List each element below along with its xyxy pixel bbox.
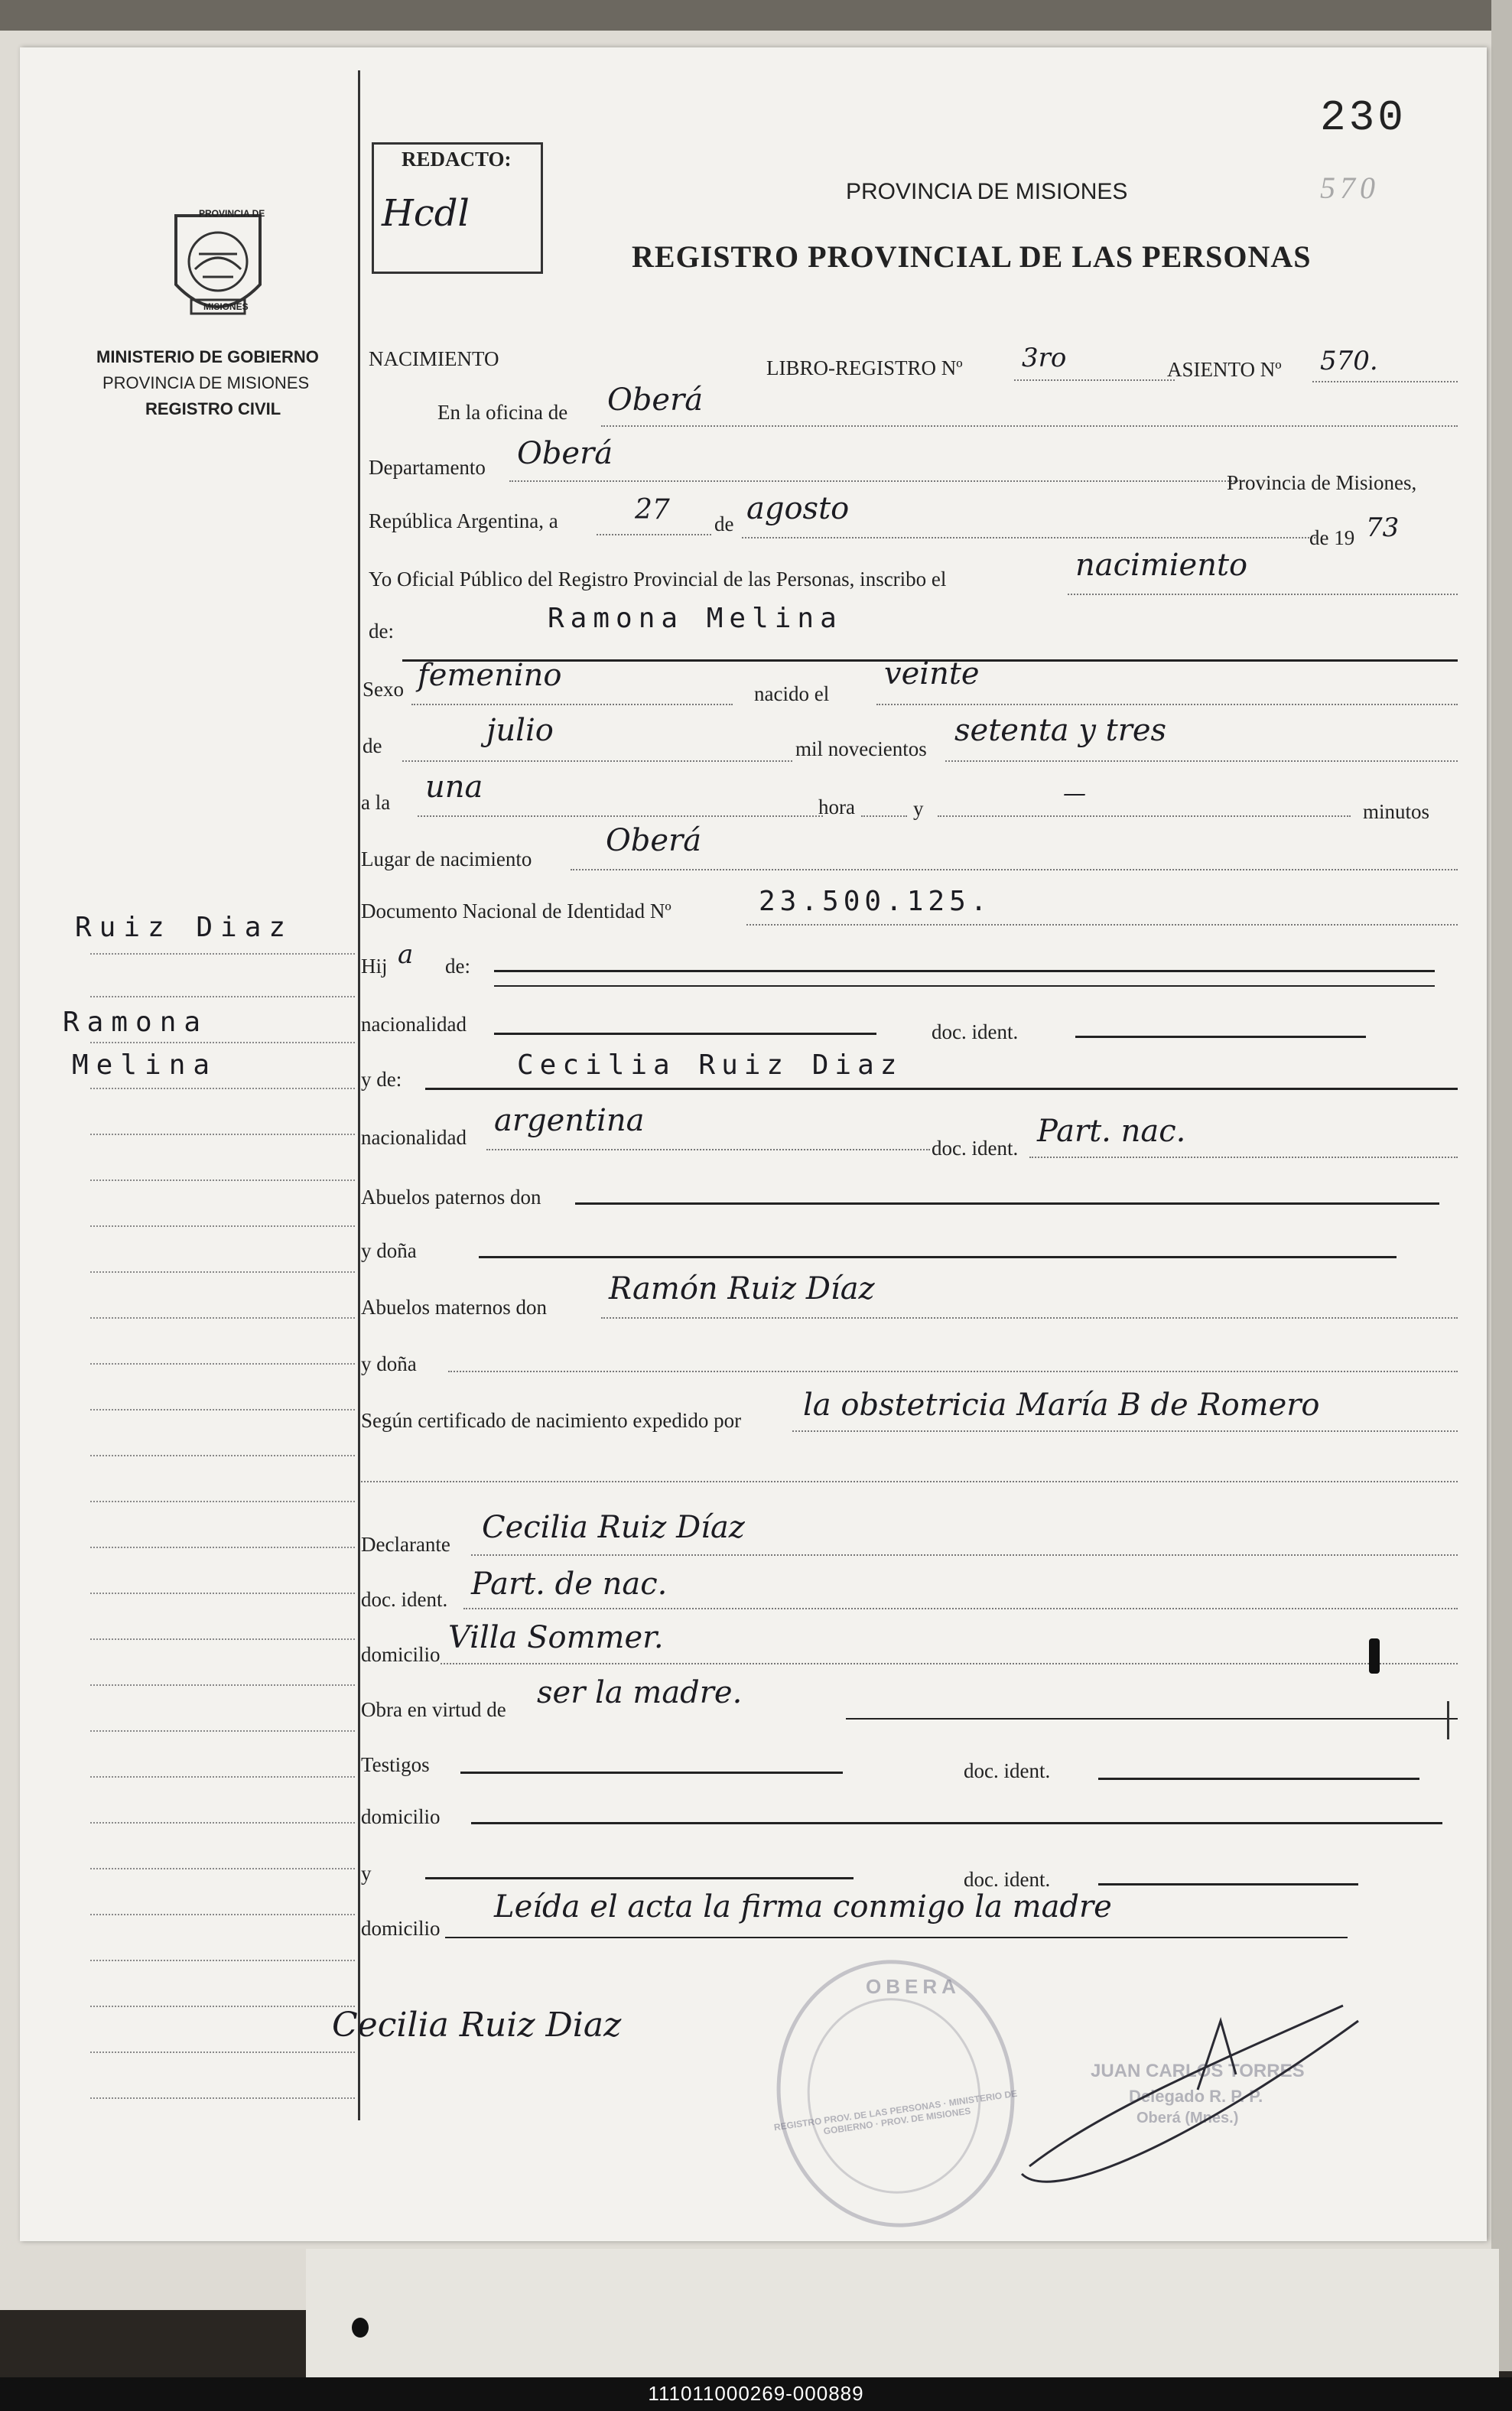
dni-label: Documento Nacional de Identidad Nº xyxy=(361,900,671,922)
departamento-value: Oberá xyxy=(517,436,613,471)
abuelos-maternos-label: Abuelos maternos don xyxy=(361,1296,547,1319)
pencil-number: 570 xyxy=(1320,171,1380,205)
day-value: 27 xyxy=(635,494,670,525)
margin-rule-line xyxy=(90,2006,355,2007)
official-name: JUAN CARLOS TORRES xyxy=(1091,2061,1305,2081)
margin-rule-line xyxy=(90,1684,355,1686)
republica-label: República Argentina, a xyxy=(369,509,558,532)
ministry-line-3: REGISTRO CIVIL xyxy=(145,399,281,418)
domicilio-1-line xyxy=(441,1663,1458,1664)
day-line xyxy=(597,534,711,535)
doc-ident-5-line xyxy=(1098,1883,1358,1886)
hij-label: Hij xyxy=(361,955,388,978)
margin-given-2: Melina xyxy=(72,1049,218,1081)
declarante-label: Declarante xyxy=(361,1533,450,1556)
official-signature-icon xyxy=(1006,1975,1389,2204)
margin-rule-line xyxy=(90,1179,355,1181)
oficina-value: Oberá xyxy=(607,382,704,418)
book-edge xyxy=(1491,0,1512,2371)
libro-label: LIBRO-REGISTRO Nº xyxy=(766,356,963,379)
margin-rule-line xyxy=(90,1914,355,1915)
segun-line-2 xyxy=(361,1481,1458,1482)
madre-line xyxy=(425,1088,1458,1090)
margin-rule xyxy=(358,70,360,2120)
margin-rule-line xyxy=(90,1042,355,1043)
y-dona-2-line xyxy=(448,1371,1458,1372)
abuelos-maternos-line xyxy=(601,1317,1458,1319)
doc-ident-1-line xyxy=(1075,1036,1366,1038)
official-title: Delegado R. P. P. xyxy=(1129,2087,1263,2106)
asiento-label: ASIENTO Nº xyxy=(1167,358,1282,381)
minutos-label: minutos xyxy=(1363,800,1430,823)
margin-rule-line xyxy=(90,1088,355,1089)
next-page-edge xyxy=(306,2249,1499,2379)
margin-rule-line xyxy=(90,1547,355,1548)
nacimiento-label: NACIMIENTO xyxy=(369,347,499,370)
a-la-label: a la xyxy=(361,791,391,814)
nacido-value: veinte xyxy=(884,656,980,691)
de-label: de xyxy=(714,512,734,535)
month-line xyxy=(742,537,1315,538)
sexo-label: Sexo xyxy=(363,678,404,701)
margin-rule-line xyxy=(90,1409,355,1410)
doc-ident-2-label: doc. ident. xyxy=(932,1137,1019,1160)
doc-ident-3-label: doc. ident. xyxy=(361,1588,448,1611)
page-number: 230 xyxy=(1320,93,1406,142)
lugar-line xyxy=(571,869,1458,870)
nacionalidad-2-label: nacionalidad xyxy=(361,1126,467,1149)
doc-ident-3-line xyxy=(463,1608,1458,1609)
libro-value: 3ro xyxy=(1022,343,1067,373)
crest-caption-top: PROVINCIA DE xyxy=(199,208,265,219)
abuelos-maternos-value: Ramón Ruiz Díaz xyxy=(609,1271,875,1306)
margin-rule-line xyxy=(90,1501,355,1502)
nacionalidad-2-line xyxy=(486,1149,930,1150)
seal-top-text: OBERA xyxy=(866,1975,961,1998)
nacionalidad-1-label: nacionalidad xyxy=(361,1013,467,1036)
y-2-label: y xyxy=(361,1862,372,1885)
margin-surname: Ruiz Diaz xyxy=(75,912,294,943)
y-2-line xyxy=(425,1877,854,1879)
mil-label: mil novecientos xyxy=(795,737,927,760)
nacido-line xyxy=(876,704,1458,705)
anio-nac-line xyxy=(945,760,1458,762)
redacto-initials: Hcdl xyxy=(382,192,470,235)
domicilio-1-value: Villa Sommer. xyxy=(448,1620,664,1655)
margin-rule-line xyxy=(90,1822,355,1824)
sexo-line xyxy=(411,704,733,705)
mother-signature: Cecilia Ruiz Diaz xyxy=(332,2006,622,2045)
departamento-label: Departamento xyxy=(369,456,486,479)
doc-ident-4-line xyxy=(1098,1778,1419,1780)
libro-line xyxy=(1014,379,1175,381)
de-nombre-label: de: xyxy=(369,620,394,643)
nacionalidad-1-line xyxy=(494,1033,876,1035)
padre-line xyxy=(494,970,1435,972)
minutos-value: — xyxy=(1063,780,1086,807)
dni-value: 23.500.125. xyxy=(759,886,992,917)
testigos-line xyxy=(460,1772,843,1774)
margin-rule-line xyxy=(90,1868,355,1869)
nombre-value: Ramona Melina xyxy=(548,603,843,634)
margin-rule-line xyxy=(90,1776,355,1778)
de2-label: de xyxy=(363,734,382,757)
segun-line xyxy=(792,1430,1458,1432)
doc-ident-3-value: Part. de nac. xyxy=(471,1567,668,1602)
year-value: 73 xyxy=(1366,512,1400,543)
document-page xyxy=(20,47,1487,2241)
oficial-label: Yo Oficial Público del Registro Provincial de las Personas, inscribo el xyxy=(369,568,947,591)
provincia-label: Provincia de Misiones, xyxy=(1227,471,1417,494)
crest-caption-bottom: MISIONES xyxy=(203,301,249,312)
ministry-line-1: MINISTERIO DE GOBIERNO xyxy=(96,347,319,366)
madre-value: Cecilia Ruiz Diaz xyxy=(517,1049,903,1081)
domicilio-3-label: domicilio xyxy=(361,1917,441,1940)
oficina-line xyxy=(601,425,1458,427)
margin-rule-line xyxy=(90,1271,355,1273)
margin-rule-line xyxy=(90,1960,355,1961)
obra-label: Obra en virtud de xyxy=(361,1698,506,1721)
corner-mark xyxy=(1447,1701,1449,1739)
leida-value: Leída el acta la firma conmigo la madre xyxy=(494,1889,1112,1925)
y-dona-1-label: y doña xyxy=(361,1239,417,1262)
seal-ring-text: REGISTRO PROV. DE LAS PERSONAS · MINISTERIO DE GOBIERNO · PROV. DE MISIONES xyxy=(773,2087,1018,2137)
margin-given-1: Ramona xyxy=(63,1007,209,1038)
mes-nac-line xyxy=(402,760,792,762)
nacionalidad-2-value: argentina xyxy=(494,1103,645,1138)
hora-line-2 xyxy=(861,815,907,817)
hij-suffix: a xyxy=(398,939,414,970)
hole-mark xyxy=(352,2318,369,2338)
oficial-value: nacimiento xyxy=(1075,548,1248,583)
margin-rule-line xyxy=(90,1317,355,1319)
margin-rule-line xyxy=(90,1730,355,1732)
hora-line xyxy=(418,815,823,817)
minutos-line xyxy=(938,815,1351,817)
declarante-line xyxy=(471,1554,1458,1556)
padre-line-2 xyxy=(494,985,1435,987)
margin-rule-line xyxy=(90,1363,355,1365)
month-value: agosto xyxy=(746,491,850,526)
y-dona-2-label: y doña xyxy=(361,1352,417,1375)
registry-heading: REGISTRO PROVINCIAL DE LAS PERSONAS xyxy=(632,239,1312,274)
doc-ident-5-label: doc. ident. xyxy=(964,1868,1051,1891)
domicilio-1-label: domicilio xyxy=(361,1643,441,1666)
departamento-line xyxy=(509,480,1244,482)
official-place: Oberá (Mnes.) xyxy=(1136,2110,1239,2126)
abuelos-paternos-label: Abuelos paternos don xyxy=(361,1186,541,1209)
abuelos-paternos-line xyxy=(575,1202,1439,1205)
hora-label: hora xyxy=(818,796,855,818)
testigos-label: Testigos xyxy=(361,1753,430,1776)
dni-line xyxy=(746,924,1458,926)
year-label: de 19 xyxy=(1309,526,1355,549)
redacto-label: REDACTO: xyxy=(402,148,512,171)
lugar-value: Oberá xyxy=(606,823,702,858)
hora-value: una xyxy=(425,770,483,805)
doc-ident-2-line xyxy=(1029,1157,1458,1158)
segun-value: la obstetricia María B de Romero xyxy=(803,1388,1320,1423)
doc-ident-1-label: doc. ident. xyxy=(932,1020,1019,1043)
asiento-line xyxy=(1312,381,1458,382)
anio-nac-value: setenta y tres xyxy=(954,713,1167,748)
margin-rule-line xyxy=(90,1593,355,1594)
margin-rule-line xyxy=(90,1225,355,1227)
segun-label: Según certificado de nacimiento expedido por xyxy=(361,1409,742,1432)
obra-value: ser la madre. xyxy=(537,1675,743,1710)
margin-rule-line xyxy=(90,953,355,955)
doc-ident-4-label: doc. ident. xyxy=(964,1759,1051,1782)
doc-ident-2-value: Part. nac. xyxy=(1037,1114,1186,1149)
y-dona-1-line xyxy=(479,1256,1397,1258)
oficial-line xyxy=(1068,594,1458,595)
declarante-value: Cecilia Ruiz Díaz xyxy=(482,1510,745,1545)
footer-id: 111011000269-000889 xyxy=(648,2382,864,2405)
margin-rule-line xyxy=(90,996,355,997)
margin-rule-line xyxy=(90,2097,355,2099)
province-heading: PROVINCIA DE MISIONES xyxy=(846,179,1128,204)
oficina-label: En la oficina de xyxy=(437,401,568,424)
y-label: y xyxy=(913,797,924,820)
obra-line xyxy=(846,1718,1458,1720)
hij-de-label: de: xyxy=(445,955,470,978)
margin-rule-line xyxy=(90,1455,355,1456)
domicilio-2-line xyxy=(471,1822,1442,1824)
domicilio-2-label: domicilio xyxy=(361,1805,441,1828)
asiento-value: 570. xyxy=(1320,346,1378,376)
margin-rule-line xyxy=(90,1638,355,1640)
ministry-line-2: PROVINCIA DE MISIONES xyxy=(102,373,310,392)
margin-rule-line xyxy=(90,2051,355,2053)
sexo-value: femenino xyxy=(418,658,562,693)
mes-nac-value: julio xyxy=(486,713,554,748)
lugar-label: Lugar de nacimiento xyxy=(361,848,532,870)
nacido-label: nacido el xyxy=(754,682,830,705)
ink-mark xyxy=(1369,1638,1380,1674)
footer-bar xyxy=(0,2377,1512,2411)
y-de-label: y de: xyxy=(361,1068,402,1091)
redacto-box xyxy=(372,142,543,274)
leida-line xyxy=(445,1937,1348,1938)
margin-rule-line xyxy=(90,1134,355,1135)
